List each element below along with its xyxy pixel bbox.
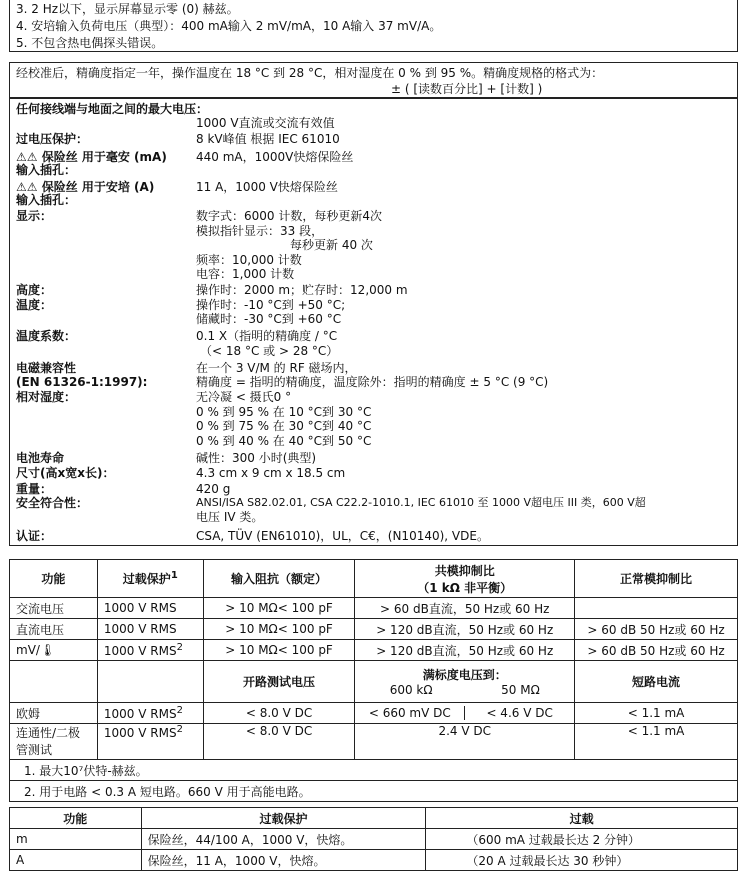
cell: > 10 MΩ< 100 pF xyxy=(203,598,355,619)
cell: > 120 dB直流，50 Hz或 60 Hz xyxy=(355,640,575,661)
humidity-value: 无冷凝 < 摄氏0 ° xyxy=(196,390,292,404)
header-common-mode: 共模抑制比 （1 kΩ 非平衡） xyxy=(355,560,575,598)
input-jack-label: 输入插孔： xyxy=(16,193,77,207)
cell: < 8.0 V DC xyxy=(203,724,355,760)
display-label: 显示： xyxy=(16,209,53,223)
size-value: 4.3 cm x 9 cm x 18.5 cm xyxy=(196,466,346,480)
max-voltage-label: 任何接线端与地面之间的最大电压： xyxy=(16,102,209,116)
cell: > 120 dB直流，50 Hz或 60 Hz xyxy=(355,619,575,640)
cell: 欧姆 xyxy=(10,703,98,724)
display-value: 模拟指针显示：33 段， xyxy=(196,224,324,238)
header-impedance: 输入阻抗（额定） xyxy=(203,560,355,598)
table-row xyxy=(10,703,738,724)
cell: < 1.1 mA xyxy=(575,724,738,760)
weight-value: 420 g xyxy=(196,482,231,496)
cell: mV/🌡 xyxy=(10,640,98,661)
header-protection: 过载保护$^1$ xyxy=(97,560,203,598)
cell: 1000 V RMS xyxy=(97,619,203,640)
cell: 保险丝，11 A，1000 V，快熔。 xyxy=(141,850,426,871)
display-value: 数字式：6000 计数，每秒更新4次 xyxy=(196,209,382,223)
header-normal-mode: 正常模抑制比 xyxy=(575,560,738,598)
tempco-value: （< 18 °C 或 > 28 °C） xyxy=(200,344,339,358)
cell: 1000 V RMS$^2$ xyxy=(97,703,203,724)
spec-block xyxy=(9,98,738,546)
altitude-label: 高度： xyxy=(16,283,53,297)
note-line: 4. 安培输入负荷电压（典型）：400 mA输入 2 mV/mA，10 A输入 37 mV/A。 xyxy=(16,19,442,33)
accuracy-format: ± ( [读数百分比] + [计数] ) xyxy=(391,82,543,96)
emc-label: 电磁兼容性 xyxy=(16,361,77,375)
cell: 连通性/二极 管测试 xyxy=(10,724,98,760)
table-row xyxy=(10,619,738,640)
cell: > 60 dB 50 Hz或 60 Hz xyxy=(575,640,738,661)
cell: 2.4 V DC xyxy=(355,724,575,760)
fuse-a-value: 11 A，1000 V快熔保险丝 xyxy=(196,180,338,194)
tempco-label: 温度系数： xyxy=(16,329,77,343)
table-row xyxy=(10,829,738,850)
humidity-label: 相对湿度： xyxy=(16,390,77,404)
header-function: 功能 xyxy=(10,560,98,598)
header-short-current: 短路电流 xyxy=(575,661,738,703)
note-line: 5. 不包含热电偶探头错误。 xyxy=(16,36,164,50)
cell: 保险丝，44/100 A，1000 V，快熔。 xyxy=(141,829,426,850)
safety-value: ANSI/ISA S82.02.01, CSA C22.2-1010.1, IEC 61010 至 1000 V超电压 III 类，600 V超 xyxy=(196,496,646,509)
cell: > 60 dB 50 Hz或 60 Hz xyxy=(575,619,738,640)
table-row xyxy=(10,640,738,661)
tempco-value: 0.1 X（指明的精确度 / °C xyxy=(196,329,338,343)
cell: > 10 MΩ< 100 pF xyxy=(203,619,355,640)
display-value: 电容：1,000 计数 xyxy=(196,267,295,281)
temp-store: 储藏时：-30 °C到 +60 °C xyxy=(196,312,342,326)
cell: < 1.1 mA xyxy=(575,703,738,724)
cert-label: 认证： xyxy=(16,529,53,543)
input-spec-table xyxy=(9,559,738,802)
cert-value: CSA, TÜV (EN61010)，UL，C€，(N10140), VDE。 xyxy=(196,529,489,543)
header-overload: 过载 xyxy=(426,808,738,829)
cell: 1000 V RMS$^2$ xyxy=(97,640,203,661)
cell: 1000 V RMS xyxy=(97,598,203,619)
input-jack-label: 输入插孔： xyxy=(16,163,77,177)
cell: 直流电压 xyxy=(10,619,98,640)
accuracy-text: 经校准后，精确度指定一年，操作温度在 18 °C 到 28 °C，相对湿度在 0 % 到 95 %。精确度规格的格式为： xyxy=(16,66,604,80)
humidity-value: 0 % 到 95 % 在 10 °C到 30 °C xyxy=(196,405,372,419)
footnote: 2. 用于电路 < 0.3 A 短电路。660 V 用于高能电路。 xyxy=(10,781,738,802)
emc-value: 在一个 3 V/M 的 RF 磁场内， xyxy=(196,361,357,375)
header-full-scale: 满标度电压到： 600 kΩ 50 MΩ xyxy=(355,661,575,703)
footnote: 1. 最大10⁷伏特-赫兹。 xyxy=(10,760,738,781)
fuse-ma-label: ⚠⚠ 保险丝 用于毫安 (mA) xyxy=(16,150,167,164)
cell: < 660 mV DC < 4.6 V DC xyxy=(355,703,575,724)
max-voltage-value: 1000 V直流或交流有效值 xyxy=(196,116,335,130)
temp-op: 操作时：-10 °C到 +50 °C; xyxy=(196,298,346,312)
table-row xyxy=(10,598,738,619)
overvoltage-value: 8 kV峰值 根据 IEC 61010 xyxy=(196,132,340,146)
fuse-ma-value: 440 mA，1000V快熔保险丝 xyxy=(196,150,354,164)
size-label: 尺寸(高x宽x长)： xyxy=(16,466,115,480)
cell: > 10 MΩ< 100 pF xyxy=(203,640,355,661)
note-line: 3. 2 Hz以下，显示屏幕显示零 (0) 赫兹。 xyxy=(16,2,239,16)
humidity-value: 0 % 到 75 % 在 30 °C到 40 °C xyxy=(196,419,372,433)
cell: 1000 V RMS$^2$ xyxy=(97,724,203,760)
battery-label: 电池寿命 xyxy=(16,451,65,465)
cell xyxy=(97,661,203,703)
fuse-table xyxy=(9,807,738,871)
cell: < 8.0 V DC xyxy=(203,703,355,724)
display-value: 每秒更新 40 次 xyxy=(290,238,373,252)
cell: > 60 dB直流，50 Hz或 60 Hz xyxy=(355,598,575,619)
weight-label: 重量： xyxy=(16,482,53,496)
warning-icon: ⚠⚠ xyxy=(16,150,42,164)
cell: 交流电压 xyxy=(10,598,98,619)
cell xyxy=(575,598,738,619)
table-row xyxy=(10,724,738,760)
display-value: 频率：10,000 计数 xyxy=(196,253,302,267)
cell xyxy=(10,661,98,703)
cell: （600 mA 过载最长达 2 分钟） xyxy=(426,829,738,850)
altitude-value: 操作时：2000 m；贮存时：12,000 m xyxy=(196,283,408,297)
cell: m xyxy=(10,829,142,850)
temp-label: 温度： xyxy=(16,298,53,312)
overvoltage-label: 过电压保护： xyxy=(16,132,89,146)
header-open-voltage: 开路测试电压 xyxy=(203,661,355,703)
cell: A xyxy=(10,850,142,871)
table-row xyxy=(10,850,738,871)
fuse-a-label: ⚠⚠ 保险丝 用于安培 (A) xyxy=(16,180,155,194)
battery-value: 碱性：300 小时(典型) xyxy=(196,451,317,465)
header-protection: 过载保护 xyxy=(141,808,426,829)
safety-label: 安全符合性： xyxy=(16,496,89,510)
header-function: 功能 xyxy=(10,808,142,829)
cell: （20 A 过载最长达 30 秒钟） xyxy=(426,850,738,871)
notes-block xyxy=(9,0,738,52)
emc-value: 精确度 = 指明的精确度，温度除外：指明的精确度 ± 5 °C (9 °C) xyxy=(196,375,549,389)
warning-icon: ⚠⚠ xyxy=(16,180,42,194)
emc-label: (EN 61326-1:1997): xyxy=(16,375,148,389)
humidity-value: 0 % 到 40 % 在 40 °C到 50 °C xyxy=(196,434,372,448)
safety-value: 电压 IV 类。 xyxy=(196,510,264,524)
accuracy-block xyxy=(9,62,738,98)
